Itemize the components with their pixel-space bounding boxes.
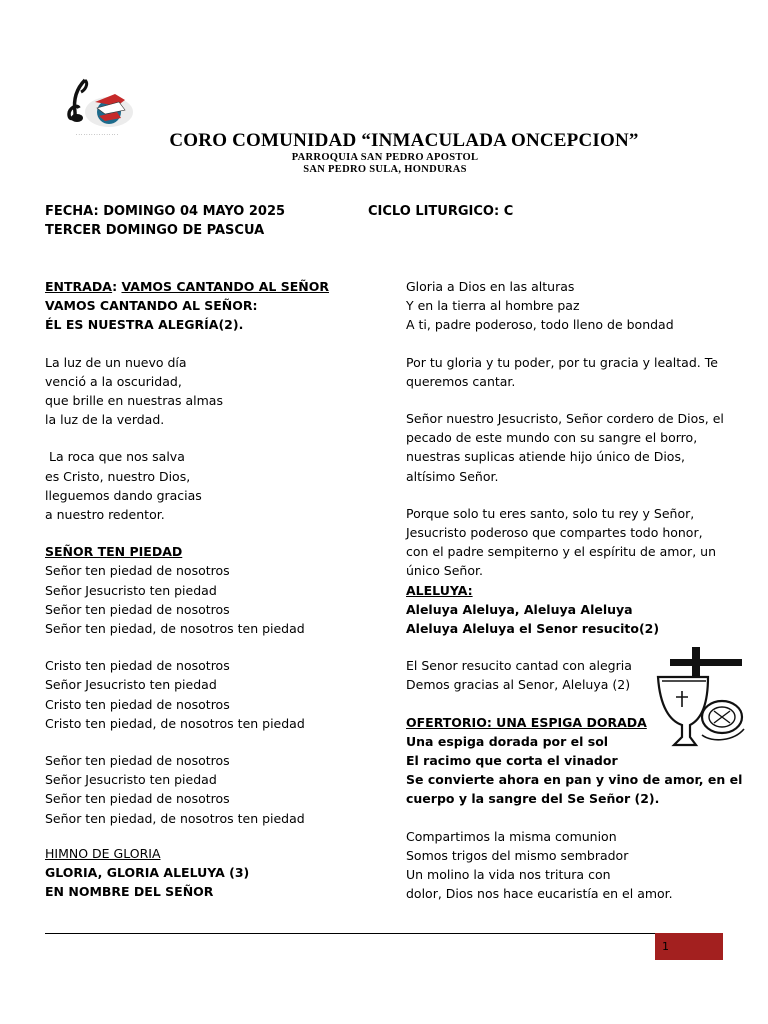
entrada-song-title: VAMOS CANTANDO AL SEÑOR bbox=[121, 279, 329, 294]
lyric-line: La luz de un nuevo día bbox=[45, 354, 187, 370]
lyric-line: Y en la tierra al hombre paz bbox=[406, 298, 580, 314]
lyric-line: Señor ten piedad de nosotros bbox=[45, 601, 230, 617]
sunday-line: TERCER DOMINGO DE PASCUA bbox=[45, 223, 265, 238]
lyric-line: Demos gracias al Senor, Aleluya (2) bbox=[406, 677, 631, 693]
lyric-line: Somos trigos del mismo sembrador bbox=[406, 847, 629, 863]
lyric-line: nuestras suplicas atiende hijo único de Dios, bbox=[406, 449, 685, 465]
parish-location: SAN PEDRO SULA, HONDURAS bbox=[303, 164, 467, 175]
lyric-line: Cristo ten piedad de nosotros bbox=[45, 658, 230, 674]
lyric-line: único Señor. bbox=[406, 563, 483, 579]
lyric-line: Señor Jesucristo ten piedad bbox=[45, 677, 217, 693]
footer-divider bbox=[45, 933, 723, 934]
lyric-line: dolor, Dios nos hace eucaristía en el amor. bbox=[406, 886, 673, 902]
document-title: CORO COMUNIDAD “INMACULADA ONCEPCION” bbox=[169, 130, 639, 151]
lyric-line: cuerpo y la sangre del Se Señor (2). bbox=[406, 791, 660, 807]
lyric-line: altísimo Señor. bbox=[406, 468, 499, 484]
date-line: FECHA: DOMINGO 04 MAYO 2025 bbox=[45, 204, 286, 219]
lyric-line: El racimo que corta el vinador bbox=[406, 753, 618, 769]
lyric-line: Una espiga dorada por el sol bbox=[406, 733, 609, 749]
lyric-line: queremos cantar. bbox=[406, 373, 516, 389]
lyric-line: La roca que nos salva bbox=[45, 449, 185, 465]
lyric-line: VAMOS CANTANDO AL SEÑOR: bbox=[45, 298, 258, 314]
ofertorio-heading: OFERTORIO: UNA ESPIGA DORADA bbox=[406, 714, 647, 730]
lyric-line: Cristo ten piedad de nosotros bbox=[45, 696, 230, 712]
right-column bbox=[406, 277, 743, 903]
entrada-sep: : bbox=[112, 279, 122, 294]
page-number: 1 bbox=[655, 933, 723, 960]
lyric-line: Porque solo tu eres santo, solo tu rey y Señor, bbox=[406, 505, 695, 521]
lyric-line: EN NOMBRE DEL SEÑOR bbox=[45, 884, 214, 900]
liturgical-cycle: CICLO LITURGICO: C bbox=[368, 204, 514, 219]
gloria-heading: HIMNO DE GLORIA bbox=[45, 845, 161, 861]
svg-text:· · · · · · · · · · · · · · ·: · · · · · · · · · · · · · · · · · bbox=[76, 132, 118, 137]
lyric-line: Se convierte ahora en pan y vino de amor, en el bbox=[406, 772, 743, 788]
parish-name: PARROQUIA SAN PEDRO APOSTOL bbox=[291, 152, 479, 163]
lyric-line: Gloria a Dios en las alturas bbox=[406, 279, 575, 294]
lyric-line: Señor Jesucristo ten piedad bbox=[45, 582, 217, 598]
lyric-line: Cristo ten piedad, de nosotros ten piedad bbox=[45, 715, 305, 731]
lyric-line: Jesucristo poderoso que compartes todo honor, bbox=[406, 525, 703, 541]
lyric-line: Compartimos la misma comunion bbox=[406, 828, 617, 844]
entrada-label: ENTRADA bbox=[45, 279, 113, 294]
lyric-line: Por tu gloria y tu poder, por tu gracia y lealtad. Te bbox=[406, 354, 718, 370]
lyric-line: con el padre sempiterno y el espíritu de amor, un bbox=[406, 544, 716, 560]
piedad-heading: SEÑOR TEN PIEDAD bbox=[45, 544, 183, 560]
lyric-line: Señor ten piedad, de nosotros ten piedad bbox=[45, 810, 305, 826]
lyric-line: GLORIA, GLORIA ALELUYA (3) bbox=[45, 865, 250, 881]
lyric-line: A ti, padre poderoso, todo lleno de bondad bbox=[406, 317, 674, 333]
lyric-line: Señor nuestro Jesucristo, Señor cordero de Dios, el bbox=[406, 411, 724, 427]
lyric-line: ÉL ES NUESTRA ALEGRÍA(2). bbox=[45, 317, 244, 333]
lyric-line: la luz de la verdad. bbox=[45, 412, 165, 428]
lyric-line: Aleluya Aleluya, Aleluya Aleluya bbox=[406, 601, 633, 617]
cross-chalice-icon bbox=[652, 647, 748, 751]
lyric-line: Señor ten piedad de nosotros bbox=[45, 791, 230, 807]
lyric-line: pecado de este mundo con su sangre el borro, bbox=[406, 430, 698, 446]
lyric-line: Señor ten piedad de nosotros bbox=[45, 563, 230, 579]
lyric-line: lleguemos dando gracias bbox=[45, 487, 202, 503]
left-column bbox=[45, 277, 375, 901]
lyric-line: Un molino la vida nos tritura con bbox=[406, 867, 611, 883]
lyric-line: Aleluya Aleluya el Senor resucito(2) bbox=[406, 621, 660, 637]
entrada-heading bbox=[45, 277, 375, 296]
lyric-line: Señor Jesucristo ten piedad bbox=[45, 772, 217, 788]
lyric-line: es Cristo, nuestro Dios, bbox=[45, 468, 191, 484]
lyric-line: Señor ten piedad de nosotros bbox=[45, 753, 230, 769]
lyric-line: que brille en nuestras almas bbox=[45, 393, 223, 409]
lyric-line: a nuestro redentor. bbox=[45, 507, 165, 523]
lyric-line: Señor ten piedad, de nosotros ten piedad bbox=[45, 621, 305, 637]
lyric-line: venció a la oscuridad, bbox=[45, 373, 182, 389]
lyric-line: El Senor resucito cantad con alegria bbox=[406, 658, 632, 674]
aleluya-heading: ALELUYA: bbox=[406, 582, 473, 598]
